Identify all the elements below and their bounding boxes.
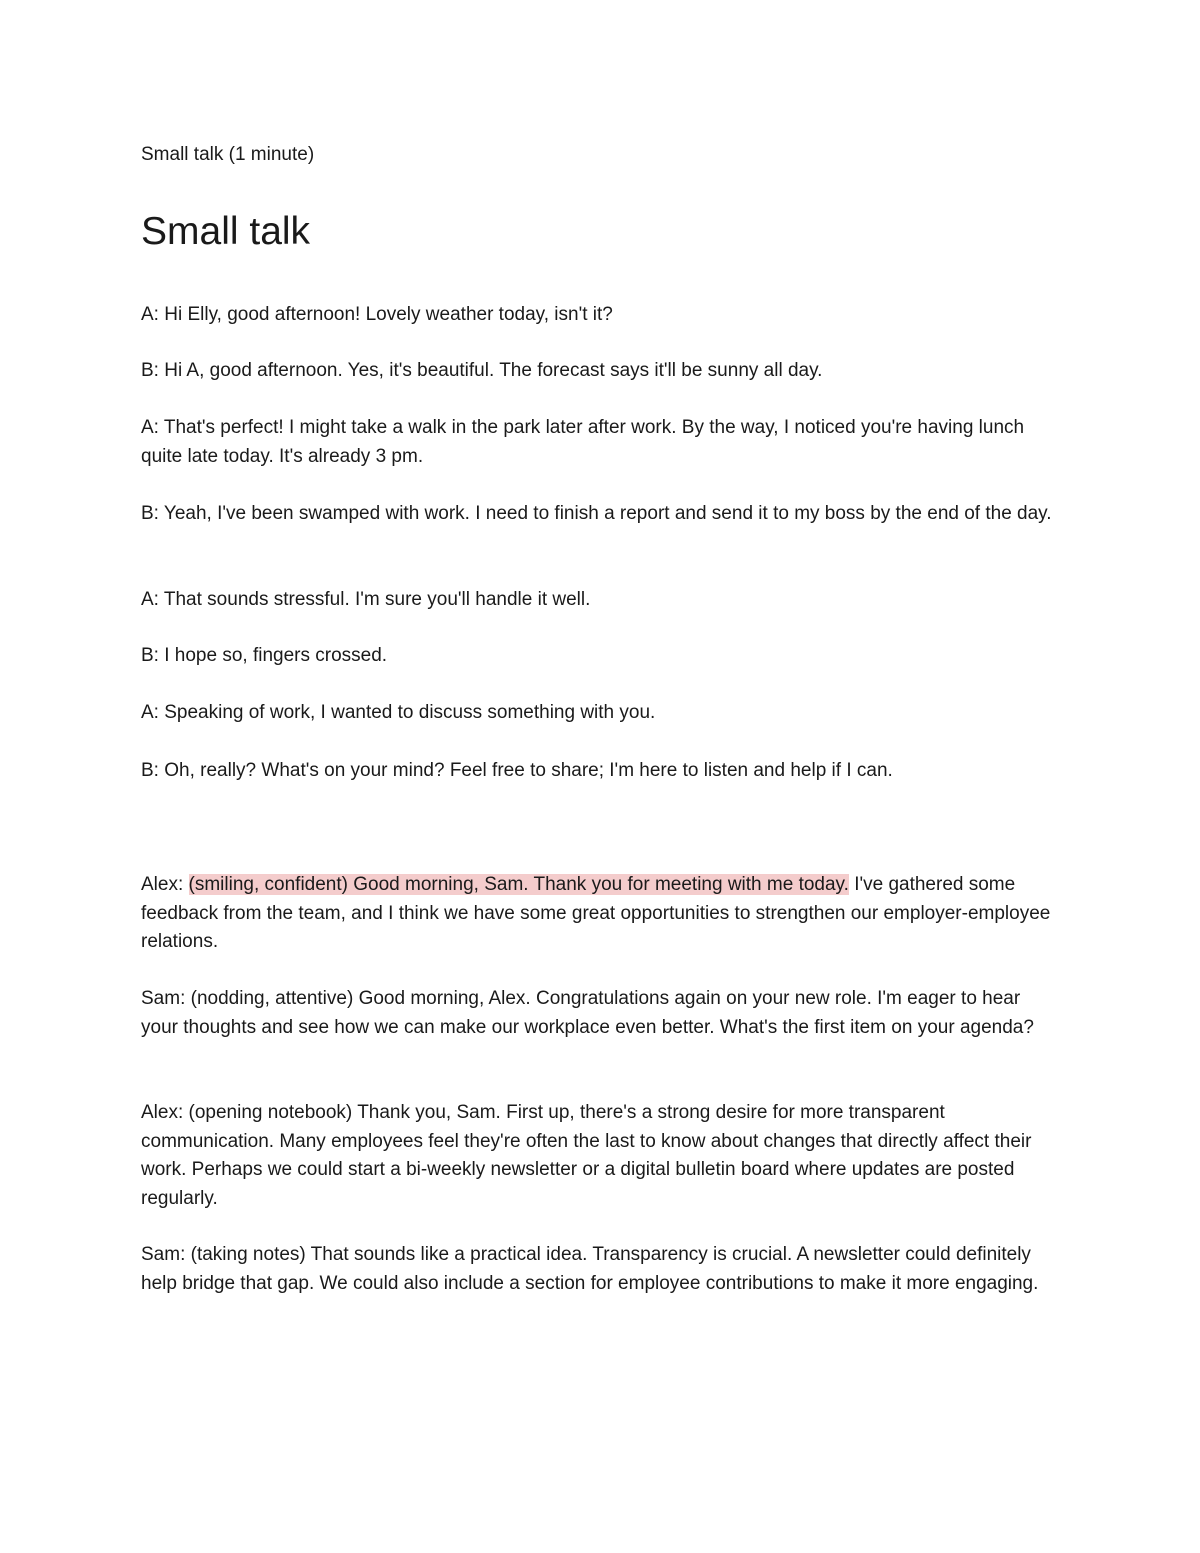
dialogue-line: B: Hi A, good afternoon. Yes, it's beautiful. The forecast says it'll be sunny all day.	[141, 360, 823, 381]
dialogue-alex-opening	[141, 871, 1061, 957]
document-title: Small talk	[141, 210, 311, 253]
dialogue-line: A: Speaking of work, I wanted to discuss something with you.	[141, 702, 656, 723]
speaker-label: Alex:	[141, 874, 189, 895]
dialogue-sam-reply: Sam: (nodding, attentive) Good morning, Alex. Congratulations again on your new role. I'm eager to hear your thoughts and see how we can make our workplace even better. What's the first item on your agenda?	[141, 988, 1034, 1038]
dialogue-line: A: That sounds stressful. I'm sure you'll handle it well.	[141, 589, 591, 610]
highlighted-text: (smiling, confident) Good morning, Sam. Thank you for meeting with me today.	[188, 874, 849, 895]
dialogue-line: A: That's perfect! I might take a walk in the park later after work. By the way, I noticed you're having lunch quite late today. It's already 3 pm.	[141, 417, 1025, 467]
dialogue-line: B: Oh, really? What's on your mind? Feel free to share; I'm here to listen and help if I can.	[141, 760, 893, 781]
dialogue-line: B: Yeah, I've been swamped with work. I need to finish a report and send it to my boss by the end of the day.	[141, 503, 1052, 524]
dialogue-text: I've gathered some feedback from the team, and I think we have some great opportunities to strengthen our employer-employee relations.	[141, 874, 1051, 952]
dialogue-sam-notes: Sam: (taking notes) That sounds like a practical idea. Transparency is crucial. A newsletter could definitely help bridge that gap. We could also include a section for employee contributions to make it more engaging.	[141, 1244, 1039, 1294]
dialogue-alex-proposal: Alex: (opening notebook) Thank you, Sam. First up, there's a strong desire for more transparent communication. Many employees feel they're often the last to know about changes that directly affect their work. Perhaps we could start a bi-weekly newsletter or a digital bulletin board where updates are posted regularly.	[141, 1102, 1032, 1209]
dialogue-line: B: I hope so, fingers crossed.	[141, 645, 388, 666]
document-subtitle: Small talk (1 minute)	[141, 144, 315, 165]
dialogue-line: A: Hi Elly, good afternoon! Lovely weather today, isn't it?	[141, 304, 613, 325]
